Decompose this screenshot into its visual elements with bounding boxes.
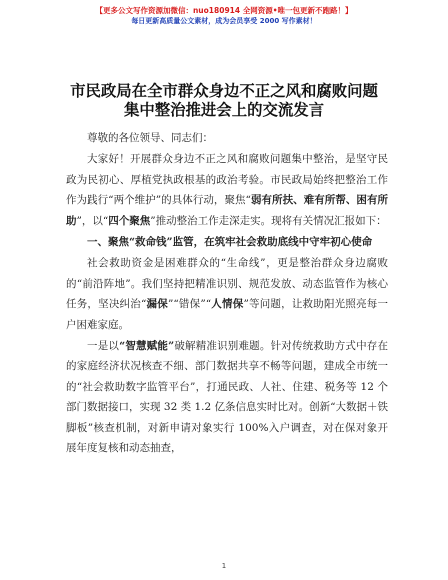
section-heading-1 (66, 232, 388, 252)
funds-text: 社会救助资金是困难群众的“生命线”，更是整治群众身边腐败的“前沿阵地”。我们坚持把精准识别、规范发放、动态监管作为核心任务，坚决纠治“ (66, 257, 388, 311)
paragraph-smart-empowerment (66, 336, 388, 458)
intro-text: 大家好！开展群众身边不正之风和腐败问题集中整治，是坚守民政为民初心、厚植党执政根基的政治考验。市民政局始终把整治工作作为践行“两个维护”的具体行动，聚焦“ (66, 153, 388, 207)
paragraph-assistance-funds (66, 253, 388, 335)
intro-emphasis-1: 弱有所扶、难有所帮、困有所助 (66, 194, 389, 227)
title-line-1: 市民政局在全市群众身边不正之风和腐败问题 (70, 82, 378, 100)
banner-line-2: 每日更新高质量公文素材，成为会员享受 2000 写作素材！ (131, 17, 317, 25)
intro-text-3: ”推动整治工作走深走实。现将有关情况汇报如下： (150, 214, 387, 227)
funds-text-2: ”“错保”“ (167, 298, 212, 311)
intro-text-2: ”，以“ (76, 214, 109, 227)
intro-emphasis-2: 四个聚焦 (108, 214, 151, 227)
funds-emphasis-2: 人情保 (211, 298, 244, 311)
promo-banner (0, 5, 448, 27)
document-title (0, 82, 448, 120)
heading-number: 一、 (87, 236, 108, 249)
heading-emphasis: 聚焦 (108, 236, 129, 249)
smart-text: 破解精准识别难题。针对传统救助方式中存在的家庭经济状况核查不细、部门数据共享不畅等问题，建成全市统一的“社会救助数字监管平台”，打通民政、人社、住建、税务等 12 个部门数据接口，实现 32 类 1.2 亿条信息实时比对。创新“大数据＋铁脚板”核查机制，对新申请对象实行 100%入户调查，对在保对象开展年度复核和动态抽查， (66, 340, 389, 455)
page-number: 1 (221, 562, 227, 570)
title-line-2: 集中整治推进会上的交流发言 (123, 101, 325, 119)
paragraph-intro (66, 149, 388, 231)
banner-line-1: 【更多公文写作资源加微信：nuo180914 全网资源•唯一包更新不跑路！】 (95, 6, 353, 15)
funds-emphasis-1: 漏保 (146, 298, 168, 311)
smart-lead: 一是以 (87, 340, 120, 353)
heading-text: “救命钱”监管，在筑牢社会救助底线中守牢初心使命 (129, 236, 373, 249)
smart-emphasis: “智慧赋能” (119, 340, 175, 353)
document-body (66, 128, 388, 459)
salutation: 尊敬的各位领导、同志们： (87, 132, 213, 144)
funds-text-3: ”等问题，让救助阳光照亮每一户困难家庭。 (66, 298, 389, 331)
